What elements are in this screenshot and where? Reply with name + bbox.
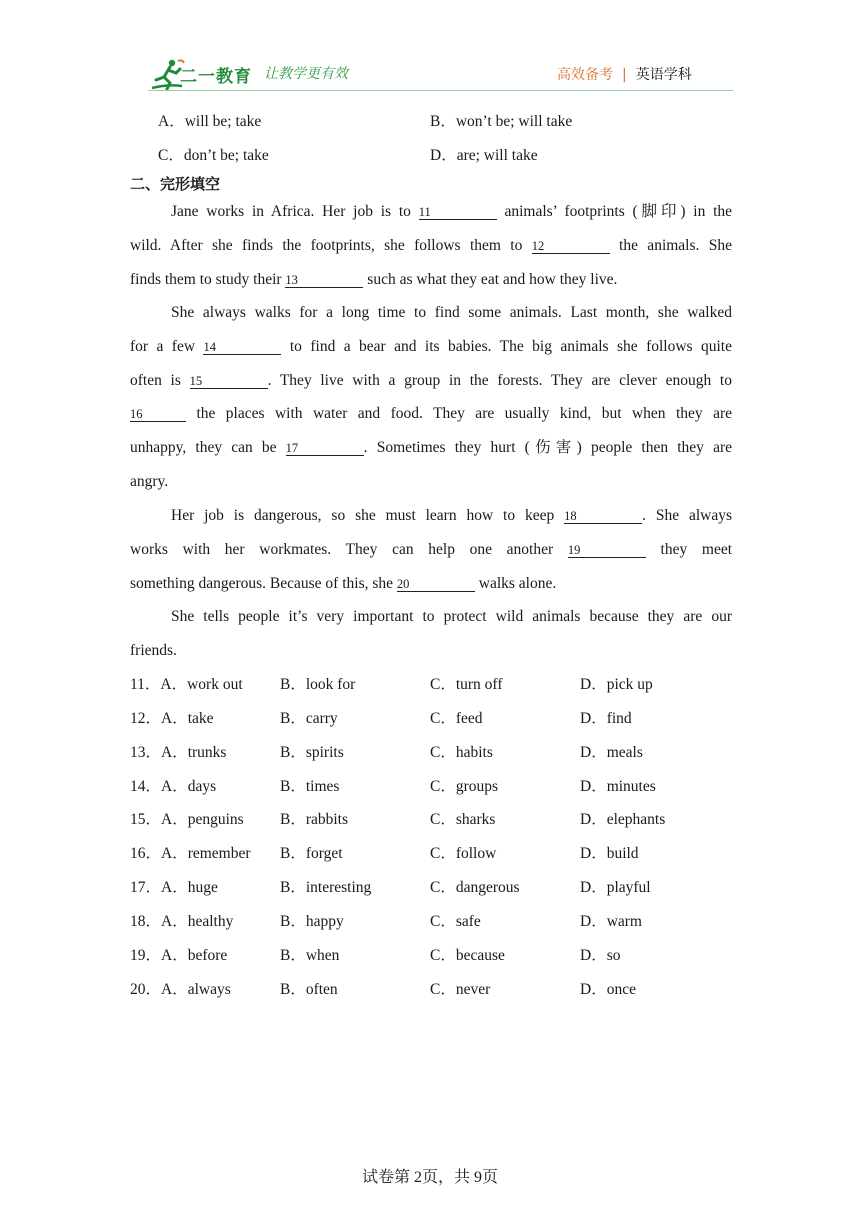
option-a: 19．A．before: [130, 946, 228, 964]
prev-option-b: B．won’t be; will take: [430, 113, 573, 130]
option-a: 18．A．healthy: [130, 912, 234, 930]
blank-17: 17: [286, 441, 364, 456]
option-a: 15．A．penguins: [130, 811, 244, 829]
passage-line: [130, 229, 732, 263]
prev-option-a: A．will be; take: [158, 113, 262, 130]
blank-20: 20: [397, 577, 475, 592]
text-run: Jane works in Africa. Her job is to: [171, 203, 411, 220]
option-c: C．never: [430, 980, 491, 998]
header-right: [557, 64, 692, 84]
option-c: C．habits: [430, 743, 493, 761]
question-row: [130, 843, 750, 877]
question-options: [130, 674, 750, 1012]
text-run: walks alone.: [478, 574, 557, 592]
passage-paragraph-1: [130, 195, 732, 296]
subject-label: 英语学科: [635, 67, 692, 83]
text-run: often is: [130, 371, 181, 389]
text-run: the animals. She: [619, 236, 732, 254]
exam-prep-label: 高效备考: [557, 67, 613, 83]
text-run: Her job is dangerous, so she must learn how to keep: [171, 507, 555, 524]
passage-line: [130, 263, 732, 297]
passage-line: [130, 465, 732, 499]
blank-18: 18: [564, 509, 642, 524]
option-c: C．feed: [430, 709, 483, 727]
text-run: such as what they eat and how they live.: [367, 270, 618, 288]
option-b: B．times: [280, 777, 340, 795]
page-header: [0, 0, 860, 100]
passage-line: [130, 431, 732, 465]
header-divider: [148, 90, 733, 91]
option-b: B．spirits: [280, 743, 344, 761]
option-c: C．because: [430, 946, 505, 964]
option-c: C．turn off: [430, 676, 503, 693]
option-a: 17．A．huge: [130, 879, 218, 897]
option-a: 13．A．trunks: [130, 743, 227, 761]
option-d: D．elephants: [580, 811, 666, 829]
question-row: [130, 979, 750, 1013]
prev-option-c: C．don’t be; take: [158, 147, 269, 164]
option-a: 20．A．always: [130, 980, 231, 998]
text-run: . They live with a group in the forests. They are clever enough to: [267, 371, 732, 389]
passage-line: [130, 533, 732, 567]
text-run: unhappy, they can be: [130, 439, 277, 457]
text-run: something dangerous. Because of this, she: [130, 574, 394, 592]
blank-11: 11: [419, 205, 497, 220]
question-row: [130, 776, 750, 810]
logo-text: 二一教育: [180, 67, 252, 86]
option-b: B．forget: [280, 845, 343, 863]
option-c: C．dangerous: [430, 879, 520, 897]
option-c: C．sharks: [430, 811, 496, 829]
option-c: C．follow: [430, 845, 497, 863]
option-d: D．warm: [580, 912, 642, 930]
blank-13: 13: [285, 273, 363, 288]
question-row: [130, 877, 750, 911]
question-row: [130, 945, 750, 979]
text-run: . She always: [642, 507, 732, 524]
text-run: they meet: [660, 540, 733, 558]
option-a: 12．A．take: [130, 709, 214, 727]
question-row: [130, 809, 750, 843]
passage-line: [130, 567, 732, 601]
passage-paragraph-2: [130, 296, 732, 499]
passage-line: [130, 195, 732, 229]
slogan: 让教学更有效: [264, 66, 348, 82]
question-row: [130, 674, 750, 708]
header-separator: |: [622, 67, 627, 83]
text-run: to find a bear and its babies. The big animals she follows quite: [289, 337, 732, 355]
blank-12: 12: [532, 239, 610, 254]
passage-line: [130, 296, 732, 330]
text-run: works with her workmates. They can help one another: [130, 540, 554, 558]
section-title: 二、完形填空: [130, 175, 221, 193]
passage-line: [130, 634, 732, 668]
text-run: the places with water and food. They are usually kind, but when they are: [196, 405, 732, 423]
question-row: [130, 911, 750, 945]
option-d: D．minutes: [580, 777, 656, 795]
prev-option-d: D．are; will take: [430, 147, 538, 164]
option-d: D．build: [580, 845, 639, 863]
text-run: She always walks for a long time to find some animals. Last month, she walked: [171, 304, 732, 321]
text-run: finds them to study their: [130, 270, 282, 288]
option-d: D．playful: [580, 879, 651, 897]
option-c: C．safe: [430, 912, 481, 930]
page-footer: 试卷第 2页，共 9页: [361, 1169, 498, 1186]
blank-14: 14: [203, 340, 281, 355]
passage-line: [130, 397, 732, 431]
option-b: B．look for: [280, 676, 356, 693]
passage-line: [130, 330, 732, 364]
text-run: wild. After she finds the footprints, she follows them to: [130, 236, 523, 254]
text-run: She tells people it’s very important to protect wild animals because they are our: [171, 608, 732, 625]
option-a: 14．A．days: [130, 777, 217, 795]
option-c: C．groups: [430, 777, 499, 795]
passage-line: [130, 600, 732, 634]
option-b: B．often: [280, 980, 338, 998]
option-a: 16．A．remember: [130, 845, 251, 863]
option-b: B．rabbits: [280, 811, 349, 829]
text-run: angry.: [130, 472, 169, 490]
option-d: D．once: [580, 980, 636, 998]
blank-19: 19: [568, 543, 646, 558]
text-run: for a few: [130, 337, 196, 355]
option-b: B．carry: [280, 709, 338, 727]
passage-line: [130, 364, 732, 398]
question-row: [130, 742, 750, 776]
text-run: . Sometimes they hurt (伤害) people then they are: [363, 439, 732, 457]
option-b: B．when: [280, 946, 340, 964]
text-run: friends.: [130, 641, 177, 659]
option-d: D．meals: [580, 743, 643, 761]
blank-15: 15: [190, 374, 268, 389]
question-row: [130, 708, 750, 742]
option-d: D．find: [580, 709, 632, 727]
option-a: 11．A．work out: [130, 676, 243, 693]
passage-paragraph-4: [130, 600, 732, 668]
text-run: animals’ footprints (脚印) in the: [504, 203, 733, 220]
passage-paragraph-3: [130, 499, 732, 600]
option-d: D．pick up: [580, 676, 653, 693]
option-b: B．happy: [280, 912, 344, 930]
option-d: D．so: [580, 946, 621, 964]
blank-16: 16: [130, 407, 186, 422]
passage-line: [130, 499, 732, 533]
option-b: B．interesting: [280, 879, 372, 897]
